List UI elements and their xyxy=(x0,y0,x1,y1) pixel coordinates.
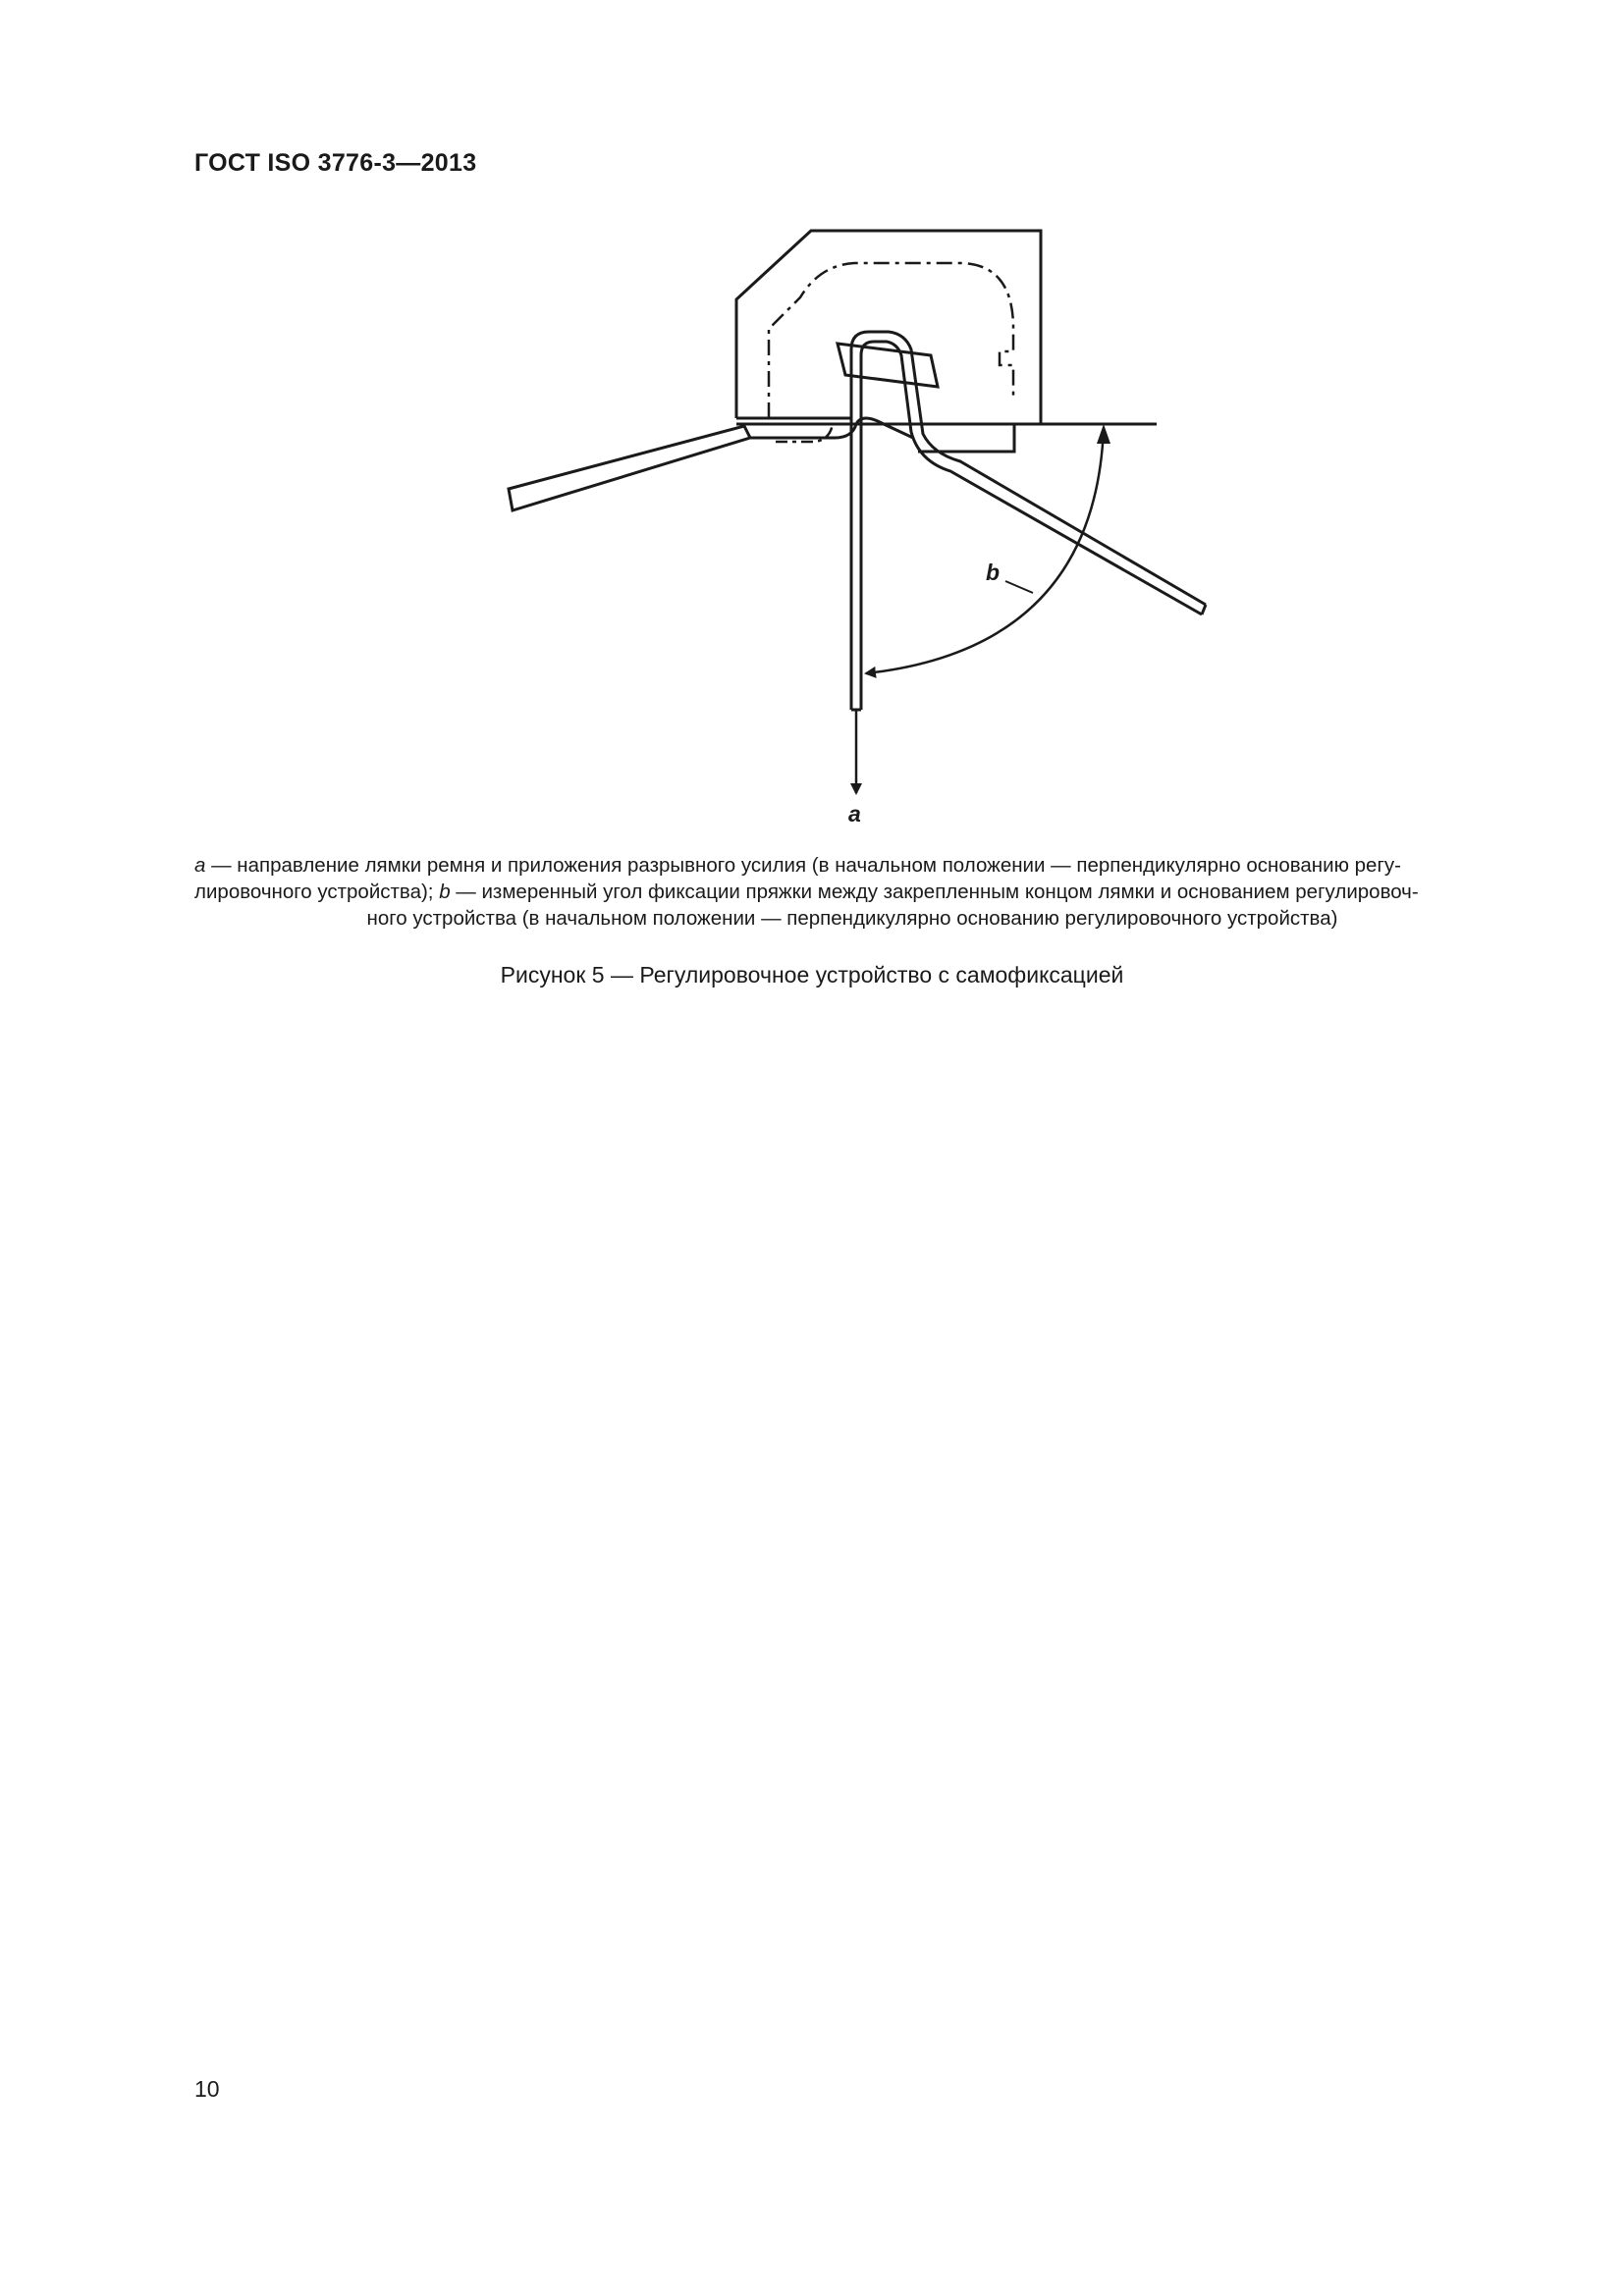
webbing-loop-inner xyxy=(861,342,1202,710)
adjuster-drawing xyxy=(0,0,1624,883)
figure-caption: Рисунок 5 — Регулировочное устройство с самофиксацией xyxy=(500,962,1124,988)
legend-b-text-2: — измеренный угол фиксации пряжки между закрепленным концом лямки и основанием регулировоч- xyxy=(450,881,1419,903)
webbing-base-pass xyxy=(746,418,913,438)
legend-line-1 xyxy=(194,852,1510,879)
label-b-leader xyxy=(1005,581,1033,593)
webbing-tail-end xyxy=(1202,605,1206,614)
housing-dashed-cavity xyxy=(769,263,1013,418)
lock-angle-arc xyxy=(866,428,1104,673)
label-b: b xyxy=(986,560,1001,585)
legend-a-text-1: — направление лямки ремня и приложения разрывного усилия (в начальном положении — перпендикулярно основанию регу- xyxy=(205,854,1401,877)
legend-term-b: b xyxy=(439,881,451,903)
label-a: a xyxy=(848,801,861,827)
lock-angle-arrowhead-top xyxy=(1097,424,1110,444)
figure-5 xyxy=(0,0,1624,883)
adjuster-housing xyxy=(736,231,1041,424)
document-header: ГОСТ ISO 3776-3—2013 xyxy=(194,149,477,177)
legend-line-3: ного устройства (в начальном положении — перпендикулярно основанию регулировочного устройства) xyxy=(366,907,1338,930)
figure-legend xyxy=(194,852,1510,932)
legend-a-text-2: лировочного устройства); xyxy=(194,881,440,903)
page-number: 10 xyxy=(194,2076,220,2102)
left-webbing-strap xyxy=(509,426,750,510)
legend-term-a: a xyxy=(194,854,206,877)
legend-line-2 xyxy=(194,879,1510,905)
